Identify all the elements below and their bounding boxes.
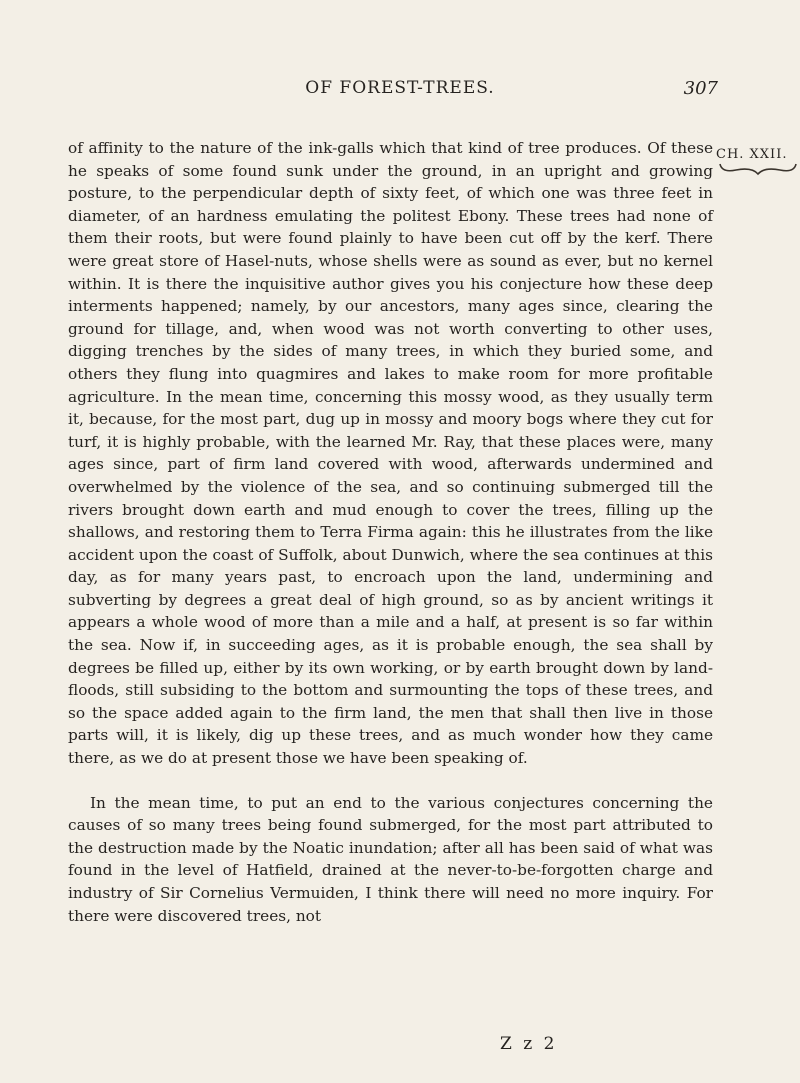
- paragraph-2: In the mean time, to put an end to the various conjectures concerning the causes of so many trees being found submerged, for the most part attributed to the destruction made by the Noatic inundation; after all has been said of what was found in the level of Hatfield, drained at the never-to-be-forgotten charge and industry of Sir Cornelius Vermuiden, I think there will need no more inquiry. For there were discovered trees, not: [68, 793, 713, 925]
- paragraph-1: of affinity to the nature of the ink-galls which that kind of tree produces. Of these he speaks of some found sunk under the ground, in an upright and growing posture, to the perpendicular depth of sixty feet, of which one was three feet in diameter, of an hardness emulating the politest Ebony. These trees had none of them their roots, but were found plainly to have been cut off by the kerf. There were great store of Hasel-nuts, whose shells were as sound as ever, but no kernel within. It is there the inquisitive author gives you his conjecture how these deep interments happened; namely, by our ancestors, many ages since, clearing the ground for tillage, and, when wood was not worth converting to other uses, digging trenches by the sides of many trees, in which they buried some, and others they flung into quagmires and lakes to make room for more profitable agriculture. In the mean time, concerning this mossy wood, as they usually term it, because, for the most part, dug up in mossy and moory bogs where they cut for turf, it is highly probable, with the learned Mr. Ray, that these places were, many ages since, part of firm land covered with wood, afterwards undermined and overwhelmed by the violence of the sea, and so continuing submerged till the rivers brought down earth and mud enough to cover the trees, filling up the shallows, and restoring them to Terra Firma again: this he illustrates from the like accident upon the coast of Suffolk, about Dunwich, where the sea continues at this day, as for many years past, to encroach upon the land, undermining and subverting by degrees a great deal of high ground, so as by ancient writings it appears a whole wood of more than a mile and a half, at present is so far within the sea. Now if, in succeeding ages, as it is probable enough, the sea shall by degrees be filled up, either by its own working, or by earth brought down by land-floods, still subsiding to the bottom and surmounting the tops of these trees, and so the space added again to the firm land, the men that shall then live in those parts will, it is likely, dig up these trees, and as much wonder how they came there, as we do at present those we have been speaking of.: [68, 139, 713, 768]
- brace-icon: [718, 161, 798, 177]
- body-text: [68, 137, 713, 927]
- running-title: OF FOREST-TREES.: [305, 78, 495, 98]
- page-number: 307: [683, 78, 718, 99]
- chapter-margin-note: CH. XXII.: [716, 147, 788, 162]
- signature-mark: Z z 2: [500, 1034, 558, 1054]
- page-header: [0, 78, 800, 108]
